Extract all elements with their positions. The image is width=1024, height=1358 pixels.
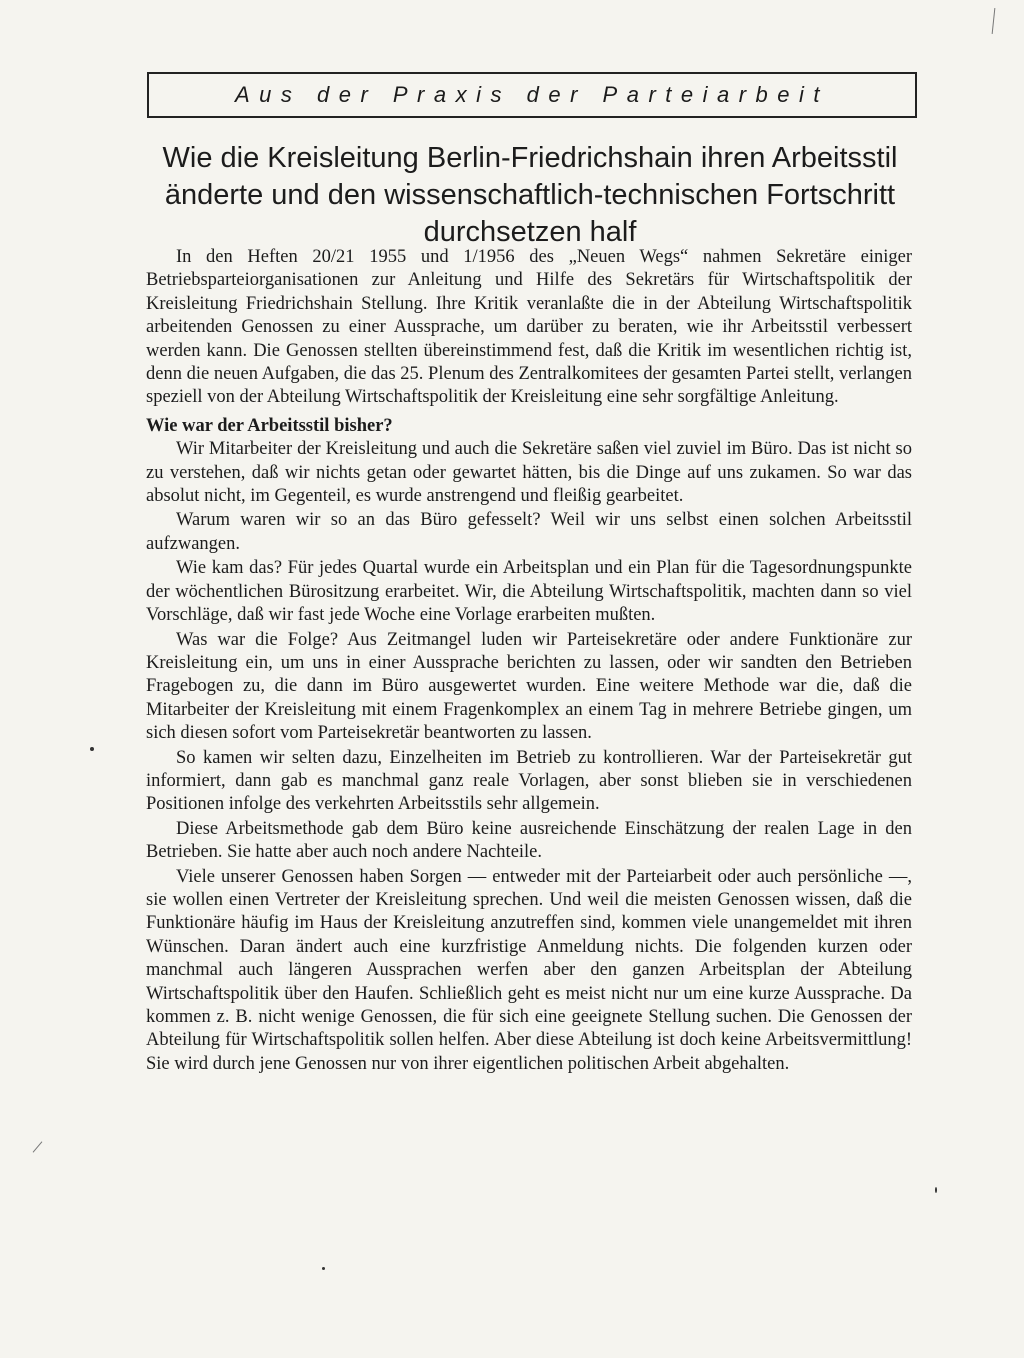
scan-speck [322, 1267, 325, 1270]
intro-paragraph: In den Heften 20/21 1955 und 1/1956 des „Neuen Wegs“ nahmen Sekretäre einiger Betriebsparteiorganisationen zur Anleitung und Hilfe des Sekretärs für Wirtschaftspolitik der Kreisleitung Friedrichshain Stellung. Ihre Kritik veranlaßte die in der Abteilung Wirtschaftspolitik arbeitenden Genossen zu einer Aussprache, um darüber zu beraten, wie ihr Arbeitsstil verbessert werden kann. Die Genossen stellten übereinstimmend fest, daß die Kritik im wesentlichen richtig ist, denn die neuen Aufgaben, die das 25. Plenum des Zentralkomitees der gesamten Partei stellt, verlangen speziell von der Abteilung Wirtschaftspolitik der Kreisleitung eine sehr sorgfältige Anleitung. [146, 247, 912, 408]
body-paragraph: Wie kam das? Für jedes Quartal wurde ein Arbeitsplan und ein Plan für die Tagesordnungspunkte der wöchentlichen Bürositzung erarbeitet. Wir, die Abteilung Wirtschaftspolitik, machten dann so viel Vorschläge, daß wir fast jede Woche eine Vorlage erarbeiten mußten. [146, 558, 912, 626]
scan-speck [935, 1187, 937, 1193]
body-paragraph: Viele unserer Genossen haben Sorgen — entweder mit der Parteiarbeit oder auch persönliche —, sie wollen einen Vertreter der Kreisleitung sprechen. Und weil die meisten Genossen wissen, daß die Funktionäre häufig im Haus der Kreisleitung anzutreffen sind, kommen viele unangemeldet mit ihren Wünschen. Daran ändert auch eine kurzfristige Anmeldung nichts. Die folgenden kurzen oder manchmal auch längeren Aussprachen werfen aber den ganzen Arbeitsplan der Abteilung Wirtschaftspolitik über den Haufen. Schließlich geht es meist nicht nur um eine kurze Aussprache. Da kommen z. B. nicht wenige Genossen, die für sich eine geeignete Stellung suchen. Die Genossen der Abteilung für Wirtschaftspolitik sollen helfen. Aber diese Abteilung ist doch keine Arbeitsvermittlung! Sie wird durch jene Genossen nur von ihrer eigentlichen politischen Arbeit abgehalten. [146, 866, 912, 1074]
body-paragraph: Wir Mitarbeiter der Kreisleitung und auch die Sekretäre saßen viel zuviel im Büro. Das ist nicht so zu verstehen, daß wir nichts getan oder gewartet hätten, bis die Dinge auf uns zukamen. So war das absolut nicht, im Gegenteil, es wurde anstrengend und fleißig gearbeitet. [146, 439, 912, 507]
section-header-label: Aus der Praxis der Parteiarbeit [234, 82, 830, 107]
title-line: änderte und den wissenschaftlich-technischen Fortschritt [164, 179, 896, 211]
article-body [146, 246, 912, 1077]
scan-mark [992, 8, 996, 34]
article-title [130, 140, 930, 251]
body-paragraph: Was war die Folge? Aus Zeitmangel luden wir Parteisekretäre oder andere Funktionäre zur Kreisleitung ein, um uns in einer Aussprache berichten zu lassen, oder wir sandten den Betrieben Fragebogen zu, die dann im Büro ausgewertet wurden. Eine weitere Methode war die, daß die Mitarbeiter der Kreisleitung mit einem Fragenkomplex an einem Tag in mehrere Betriebe gingen, um sich diesen sofort vom Parteisekretär beantworten zu lassen. [146, 629, 912, 744]
body-paragraph: So kamen wir selten dazu, Einzelheiten im Betrieb zu kontrollieren. War der Parteisekretär gut informiert, dann gab es manchmal ganz reale Vorlagen, aber sonst blieben sie in verschiedenen Positionen infolge des verkehrten Arbeitsstils sehr allgemein. [146, 747, 912, 815]
subheading: Wie war der Arbeitsstil bisher? [146, 415, 393, 436]
title-line: durchsetzen half [423, 216, 637, 248]
body-paragraph: Warum waren wir so an das Büro gefesselt? Weil wir uns selbst einen solchen Arbeitsstil aufzwangen. [146, 510, 912, 554]
body-paragraph: Diese Arbeitsmethode gab dem Büro keine ausreichende Einschätzung der realen Lage in den Betrieben. Sie hatte aber auch noch andere Nachteile. [146, 818, 912, 863]
section-header-box [147, 72, 917, 118]
scan-mark [33, 1141, 43, 1152]
scan-speck [90, 747, 94, 751]
title-line: Wie die Kreisleitung Berlin-Friedrichshain ihren Arbeitsstil [162, 142, 898, 174]
